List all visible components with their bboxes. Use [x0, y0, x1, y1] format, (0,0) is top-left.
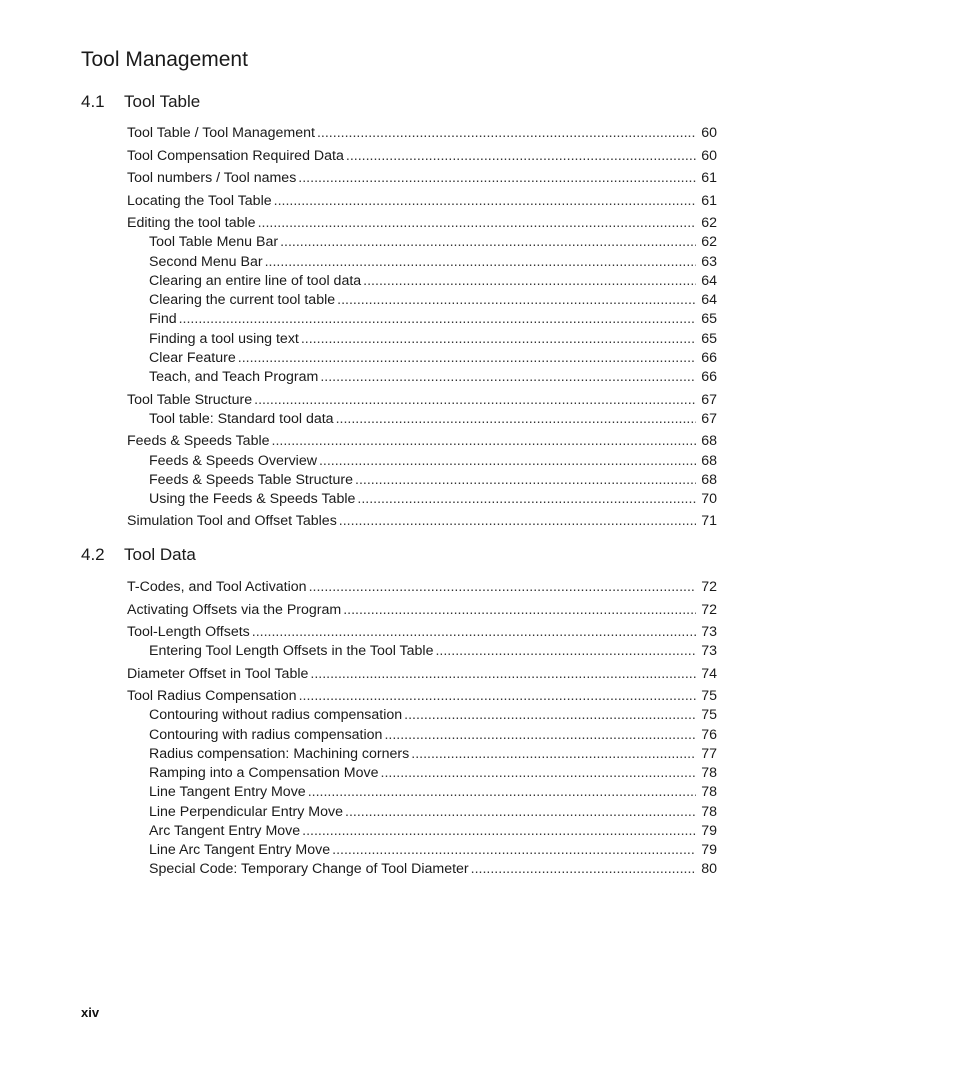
toc-entry[interactable] — [127, 253, 717, 271]
toc-entry-label: Line Arc Tangent Entry Move — [149, 842, 331, 858]
section-title: Tool Table — [124, 92, 201, 111]
toc-entry[interactable] — [127, 764, 717, 782]
toc-entry-page: 63 — [701, 254, 717, 270]
toc-entry[interactable] — [127, 192, 717, 210]
toc-entry-label: Find — [149, 311, 177, 327]
dot-leader — [298, 169, 696, 187]
toc-entry-label: Teach, and Teach Program — [149, 369, 319, 385]
section-heading-4-2 — [81, 545, 196, 565]
toc-entry-page: 62 — [701, 215, 717, 231]
toc-entry-label: Using the Feeds & Speeds Table — [149, 491, 356, 507]
section-number: 4.1 — [81, 92, 105, 111]
toc-entry-page: 80 — [701, 861, 717, 877]
toc-entry-page: 61 — [701, 193, 717, 209]
toc-entry[interactable] — [127, 330, 717, 348]
toc-entry[interactable] — [127, 642, 717, 660]
toc-entry-page: 79 — [701, 842, 717, 858]
toc-entry-page: 62 — [701, 234, 717, 250]
toc-entry[interactable] — [127, 623, 717, 641]
toc-entry-label: Diameter Offset in Tool Table — [127, 666, 309, 682]
dot-leader — [319, 452, 696, 470]
toc-entry-page: 70 — [701, 491, 717, 507]
dot-leader — [179, 310, 696, 328]
toc-entry-page: 78 — [701, 765, 717, 781]
toc-entry-page: 60 — [701, 125, 717, 141]
toc-entry-page: 73 — [701, 643, 717, 659]
dot-leader — [265, 253, 696, 271]
toc-entry-label: Entering Tool Length Offsets in the Tool Table — [149, 643, 434, 659]
dot-leader — [308, 783, 696, 801]
toc-entry[interactable] — [127, 124, 717, 142]
toc-entry[interactable] — [127, 291, 717, 309]
dot-leader — [302, 822, 696, 840]
dot-leader — [337, 291, 696, 309]
dot-leader — [336, 410, 696, 428]
toc-entry[interactable] — [127, 233, 717, 251]
toc-entry[interactable] — [127, 687, 717, 705]
toc-entry-page: 64 — [701, 292, 717, 308]
dot-leader — [339, 512, 696, 530]
toc-entry-page: 73 — [701, 624, 717, 640]
toc-entry-label: Tool Table Structure — [127, 392, 253, 408]
toc-entry[interactable] — [127, 147, 717, 165]
toc-entry-label: Clearing an entire line of tool data — [149, 273, 362, 289]
toc-entry[interactable] — [127, 490, 717, 508]
toc-entry[interactable] — [127, 578, 717, 596]
toc-entry[interactable] — [127, 860, 717, 878]
toc-entry[interactable] — [127, 214, 717, 232]
dot-leader — [363, 272, 696, 290]
toc-entry[interactable] — [127, 783, 717, 801]
toc-entry-label: Finding a tool using text — [149, 331, 299, 347]
toc-entry[interactable] — [127, 471, 717, 489]
toc-entry-page: 71 — [701, 513, 717, 529]
toc-entry-page: 68 — [701, 472, 717, 488]
dot-leader — [343, 601, 696, 619]
dot-leader — [357, 490, 696, 508]
toc-entry[interactable] — [127, 368, 717, 386]
section-number: 4.2 — [81, 545, 105, 564]
toc-entry[interactable] — [127, 272, 717, 290]
toc-entry-page: 61 — [701, 170, 717, 186]
toc-entry-page: 65 — [701, 311, 717, 327]
toc-entry-label: Line Perpendicular Entry Move — [149, 804, 343, 820]
toc-entry-label: Tool numbers / Tool names — [127, 170, 297, 186]
toc-entry-page: 60 — [701, 148, 717, 164]
toc-entry-label: Ramping into a Compensation Move — [149, 765, 379, 781]
dot-leader — [280, 233, 696, 251]
toc-entry[interactable] — [127, 512, 717, 530]
toc-entry-label: Special Code: Temporary Change of Tool Diameter — [149, 861, 469, 877]
toc-entry-label: Tool-Length Offsets — [127, 624, 250, 640]
toc-entry-label: Activating Offsets via the Program — [127, 602, 342, 618]
toc-entry[interactable] — [127, 310, 717, 328]
toc-entry-page: 72 — [701, 579, 717, 595]
toc-entry[interactable] — [127, 169, 717, 187]
toc-entry-page: 66 — [701, 369, 717, 385]
dot-leader — [384, 726, 696, 744]
toc-entry-page: 72 — [701, 602, 717, 618]
dot-leader — [332, 841, 696, 859]
toc-entry-label: Radius compensation: Machining corners — [149, 746, 410, 762]
toc-entry-page: 67 — [701, 392, 717, 408]
dot-leader — [317, 124, 696, 142]
toc-entry-label: Tool table: Standard tool data — [149, 411, 334, 427]
toc-entry[interactable] — [127, 665, 717, 683]
toc-entry-label: Clearing the current tool table — [149, 292, 336, 308]
dot-leader — [252, 623, 696, 641]
section-title: Tool Data — [124, 545, 196, 564]
dot-leader — [274, 192, 696, 210]
toc-entry[interactable] — [127, 601, 717, 619]
toc-entry-page: 66 — [701, 350, 717, 366]
dot-leader — [471, 860, 696, 878]
dot-leader — [345, 803, 696, 821]
toc-entry[interactable] — [127, 410, 717, 428]
toc-entry-label: T-Codes, and Tool Activation — [127, 579, 307, 595]
dot-leader — [355, 471, 696, 489]
toc-entry-page: 78 — [701, 784, 717, 800]
toc-entry-label: Simulation Tool and Offset Tables — [127, 513, 337, 529]
toc-entry-label: Feeds & Speeds Table Structure — [149, 472, 353, 488]
toc-entry[interactable] — [127, 822, 717, 840]
toc-entry-label: Line Tangent Entry Move — [149, 784, 306, 800]
section-heading-4-1 — [81, 92, 200, 112]
toc-entry-label: Tool Radius Compensation — [127, 688, 297, 704]
toc-entry-page: 64 — [701, 273, 717, 289]
dot-leader — [272, 432, 697, 450]
dot-leader — [435, 642, 696, 660]
toc-entry[interactable] — [127, 432, 717, 450]
dot-leader — [320, 368, 696, 386]
toc-entry-label: Tool Compensation Required Data — [127, 148, 344, 164]
dot-leader — [238, 349, 696, 367]
toc-entry-page: 78 — [701, 804, 717, 820]
toc-entry-label: Feeds & Speeds Table — [127, 433, 270, 449]
dot-leader — [258, 214, 696, 232]
toc-entry-page: 75 — [701, 707, 717, 723]
toc-entry[interactable] — [127, 452, 717, 470]
dot-leader — [411, 745, 696, 763]
toc-entry-label: Arc Tangent Entry Move — [149, 823, 301, 839]
dot-leader — [301, 330, 696, 348]
toc-entry[interactable] — [127, 726, 717, 744]
toc-entry-label: Second Menu Bar — [149, 254, 263, 270]
toc-entry-page: 77 — [701, 746, 717, 762]
dot-leader — [254, 391, 696, 409]
toc-entry[interactable] — [127, 391, 717, 409]
toc-entry-label: Contouring without radius compensation — [149, 707, 403, 723]
toc-entry-label: Editing the tool table — [127, 215, 256, 231]
toc-entry-page: 68 — [701, 433, 717, 449]
toc-entry-page: 79 — [701, 823, 717, 839]
dot-leader — [310, 665, 696, 683]
toc-entry-page: 67 — [701, 411, 717, 427]
dot-leader — [346, 147, 696, 165]
toc-entry[interactable] — [127, 706, 717, 724]
toc-entry[interactable] — [127, 841, 717, 859]
toc-entry-label: Tool Table Menu Bar — [149, 234, 279, 250]
toc-entry-label: Locating the Tool Table — [127, 193, 272, 209]
toc-entry-page: 74 — [701, 666, 717, 682]
dot-leader — [309, 578, 696, 596]
toc-entry-label: Feeds & Speeds Overview — [149, 453, 317, 469]
toc-entry-page: 76 — [701, 727, 717, 743]
toc-entry-page: 75 — [701, 688, 717, 704]
toc-entry-page: 68 — [701, 453, 717, 469]
toc-entry[interactable] — [127, 803, 717, 821]
toc-entry-label: Contouring with radius compensation — [149, 727, 383, 743]
page-number: xiv — [81, 1005, 100, 1020]
toc-entry[interactable] — [127, 349, 717, 367]
dot-leader — [381, 764, 697, 782]
toc-entry-label: Tool Table / Tool Management — [127, 125, 315, 141]
toc-entry[interactable] — [127, 745, 717, 763]
dot-leader — [299, 687, 696, 705]
toc-entry-page: 65 — [701, 331, 717, 347]
toc-entry-label: Clear Feature — [149, 350, 236, 366]
dot-leader — [404, 706, 696, 724]
chapter-title: Tool Management — [81, 48, 248, 71]
